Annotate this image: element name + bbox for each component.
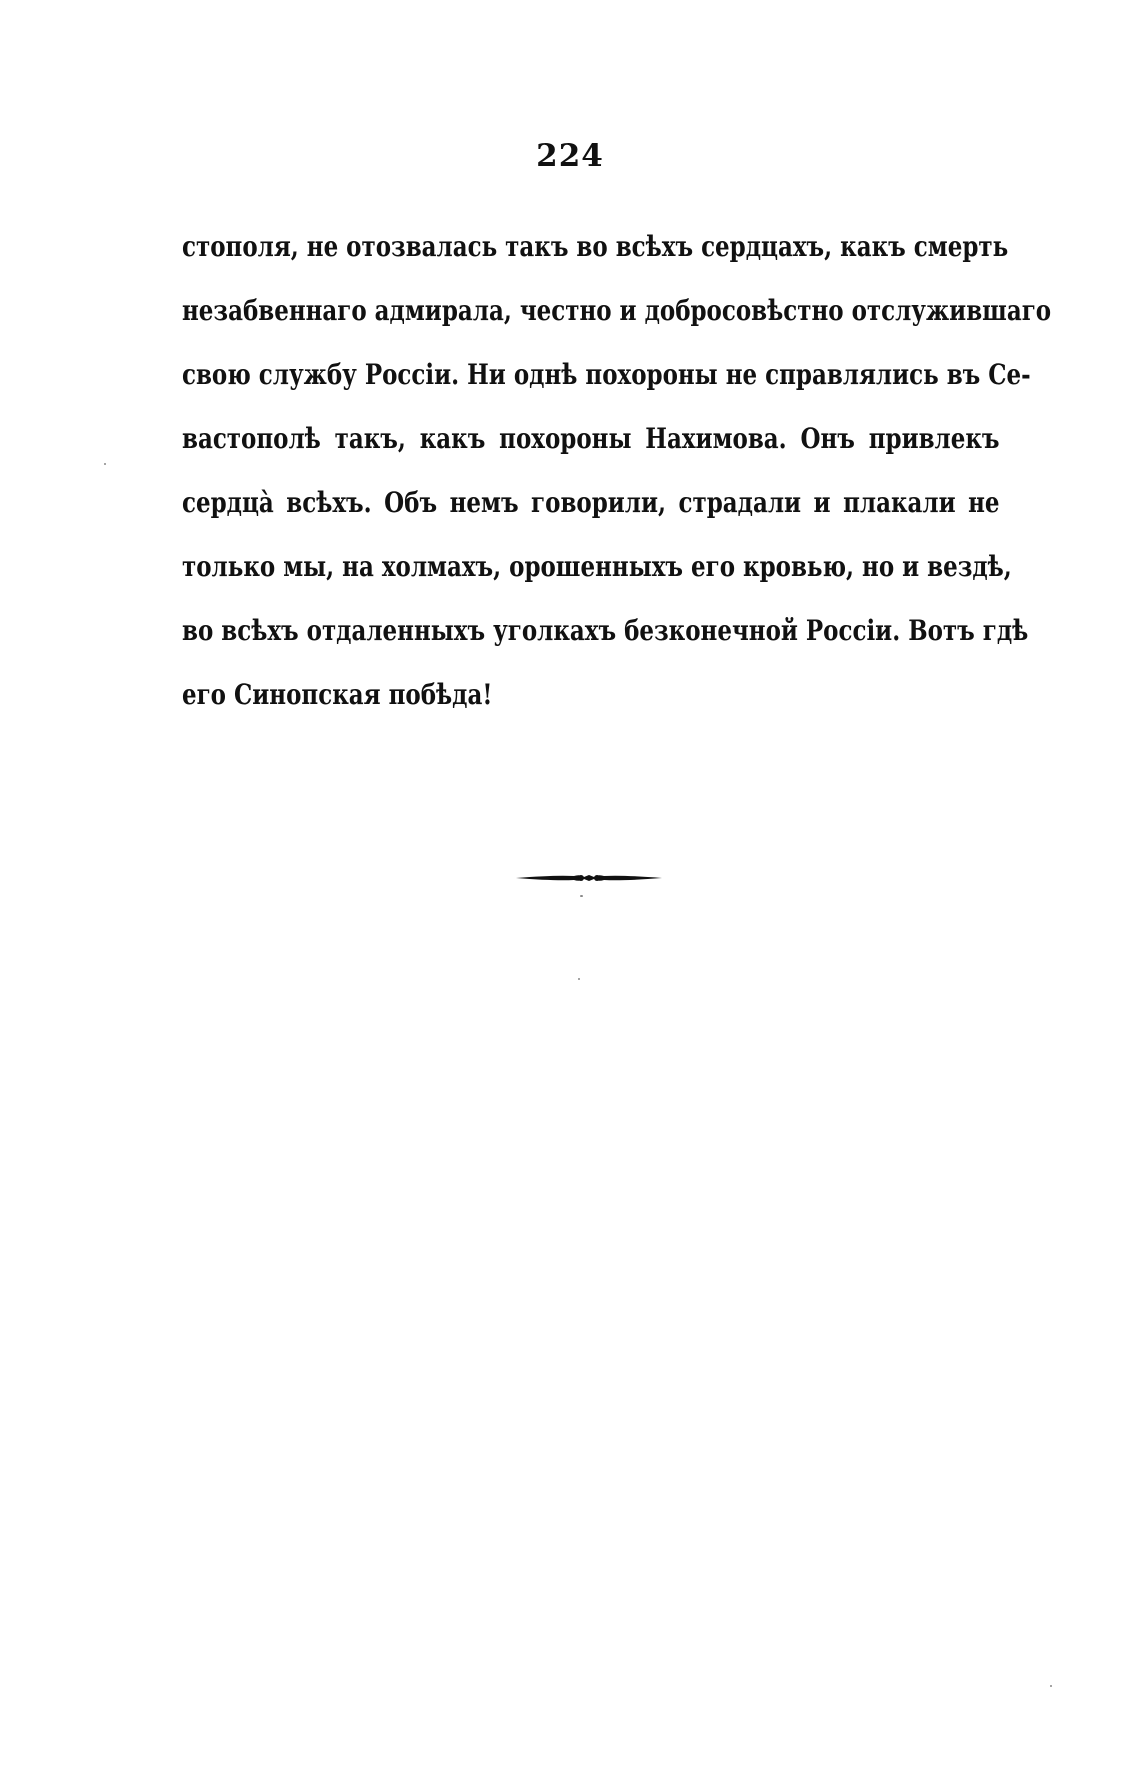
paper-speck <box>580 895 583 897</box>
text-line: стополя, не отозвалась такъ во всѣхъ сердцахъ, какъ смерть <box>182 230 1009 263</box>
text-line: незабвеннаго адмирала, честно и добросовѣстно отслужившаго <box>182 294 1052 327</box>
text-line: свою службу Россіи. Ни однѣ похороны не справлялись въ Се- <box>182 358 1031 391</box>
page-number: 224 <box>536 138 604 174</box>
paper-speck <box>1050 1685 1052 1687</box>
body-text <box>182 215 1052 727</box>
text-line: его Синопская побѣда! <box>182 678 493 711</box>
text-line: вастополѣ такъ, какъ похороны Нахимова. Онъ привлекъ <box>182 422 1000 455</box>
paper-speck <box>104 463 106 465</box>
text-line: только мы, на холмахъ, орошенныхъ его кровью, но и вездѣ, <box>182 550 1012 583</box>
text-line: во всѣхъ отдаленныхъ уголкахъ безконечной Россіи. Вотъ гдѣ <box>182 614 1029 647</box>
tailpiece-ornament-icon <box>514 868 664 888</box>
text-line: сердцà всѣхъ. Объ немъ говорили, страдали и плакали не <box>182 486 1000 519</box>
paper-speck <box>578 978 580 980</box>
